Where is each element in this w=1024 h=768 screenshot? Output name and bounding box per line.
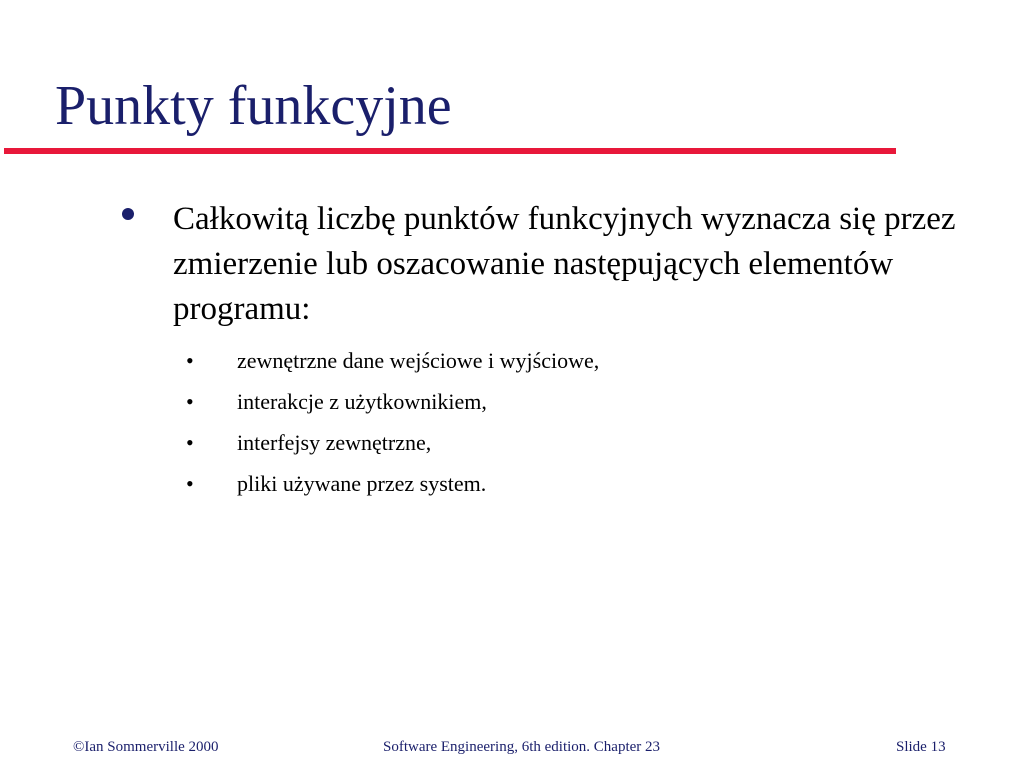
sub-bullet-text: interfejsy zewnętrzne, — [237, 430, 432, 455]
footer-slide-number: Slide 13 — [896, 739, 946, 755]
sub-bullet-text: zewnętrzne dane wejściowe i wyjściowe, — [237, 348, 600, 373]
sub-bullet-text: interakcje z użytkownikiem, — [237, 389, 487, 414]
main-bullet-text: Całkowitą liczbę punktów funkcyjnych wyznacza się przez zmierzenie lub oszacowanie następujących elementów programu: — [173, 201, 956, 327]
footer-copyright: ©Ian Sommerville 2000 — [73, 739, 219, 755]
bullet-icon: • — [186, 471, 194, 496]
footer-book-title: Software Engineering, 6th edition. Chapter 23 — [383, 739, 661, 755]
title-underline — [4, 148, 896, 154]
bullet-icon: • — [186, 348, 194, 373]
bullet-icon: • — [186, 430, 194, 455]
slide-title: Punkty funkcyjne — [55, 75, 452, 137]
sub-bullet-text: pliki używane przez system. — [237, 471, 487, 496]
bullet-dot-icon — [122, 208, 134, 220]
bullet-icon: • — [186, 389, 194, 414]
